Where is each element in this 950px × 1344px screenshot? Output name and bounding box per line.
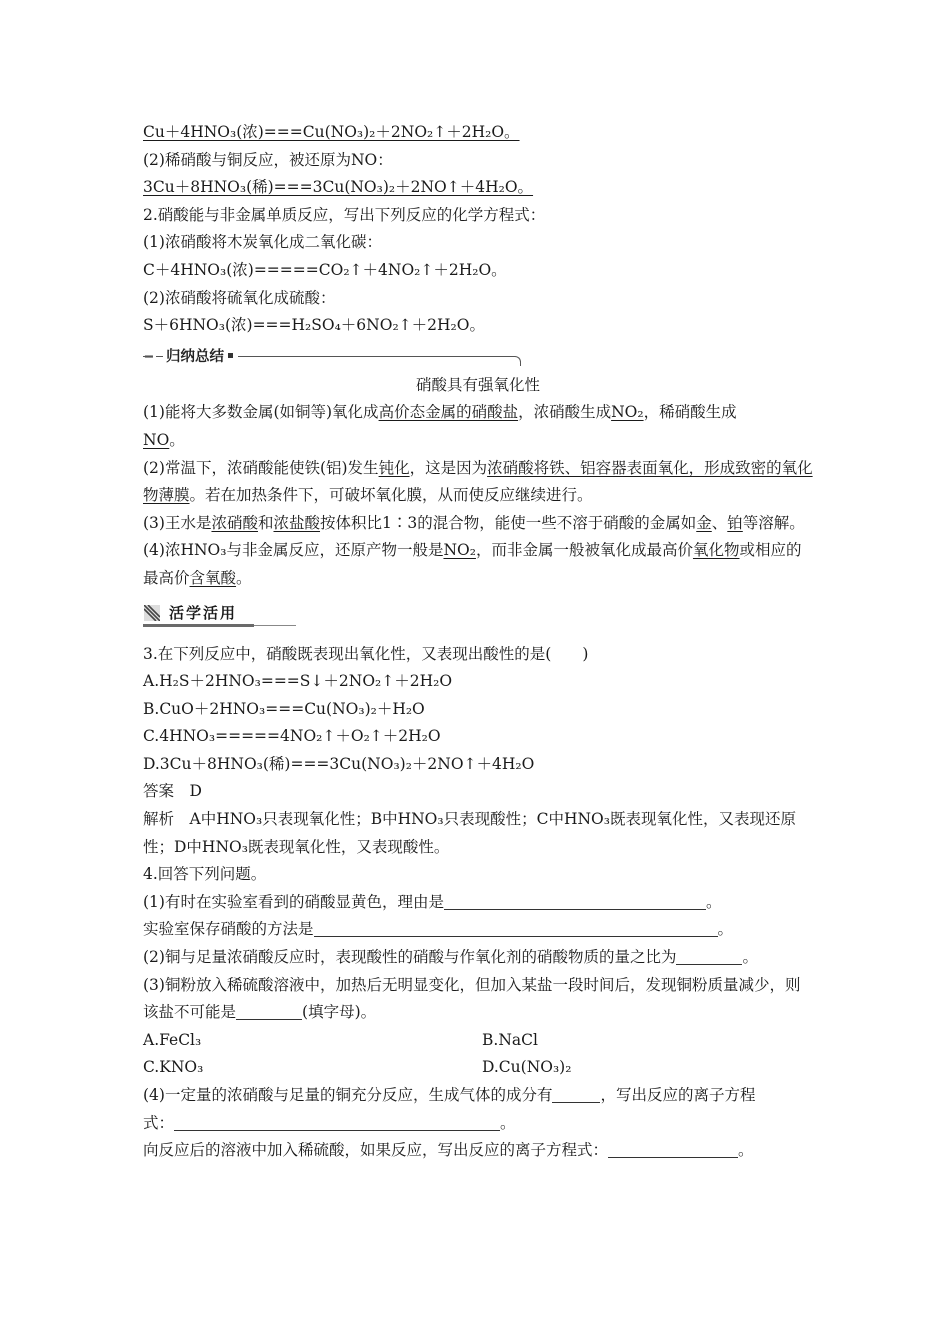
practice-header-rule — [254, 625, 296, 626]
summary-point-1: (1)能将大多数金属(如铜等)氧化成高价态金属的硝酸盐，浓硝酸生成NO₂，稀硝酸生成 — [143, 403, 737, 422]
summary-title: 硝酸具有强氧化性 — [415, 375, 540, 394]
option-b: B.NaCl — [482, 1030, 538, 1049]
answer-blank[interactable] — [552, 1086, 600, 1103]
page-content — [143, 119, 813, 1165]
equation-line: 3Cu＋8HNO₃(稀)===3Cu(NO₃)₂＋2NO↑＋4H₂O。 — [143, 178, 534, 197]
option-b: B.CuO＋2HNO₃===Cu(NO₃)₂＋H₂O — [143, 699, 425, 718]
summary-point-2: (2)常温下，浓硝酸能使铁(铝)发生钝化，这是因为浓硝酸将铁、铝容器表面氧化，形成致密的氧化物薄膜。若在加热条件下，可破坏氧化膜，从而使反应继续进行。 — [143, 458, 813, 505]
question-4-3: (3)铜粉放入稀硫酸溶液中，加热后无明显变化，但加入某盐一段时间后，发现铜粉质量减少，则该盐不可能是 (填字母)。 — [143, 975, 801, 1022]
text-line: (1)浓硝酸将木炭氧化成二氧化碳： — [143, 233, 382, 252]
question-3: 3.在下列反应中，硝酸既表现出氧化性，又表现出酸性的是( ) — [143, 644, 589, 663]
text-line: 2.硝酸能与非金属单质反应，写出下列反应的化学方程式： — [143, 205, 546, 224]
text-line: (2)稀硝酸与铜反应，被还原为NO： — [143, 150, 393, 169]
summary-header-label: 归纳总结 — [163, 346, 238, 368]
question-4: 4.回答下列问题。 — [143, 865, 267, 884]
question-4-3-options-row-2 — [143, 1054, 813, 1082]
dash-icon: ━ — [145, 350, 156, 365]
answer-blank[interactable] — [444, 893, 706, 910]
summary-header — [143, 346, 813, 380]
answer-blank[interactable] — [174, 1114, 500, 1131]
option-a: A.H₂S＋2HNO₃===S↓＋2NO₂↑＋2H₂O — [143, 672, 453, 691]
question-4-3-options-row-1 — [143, 1027, 813, 1055]
answer-blank[interactable] — [676, 948, 742, 965]
question-4-4a: (4)一定量的浓硝酸与足量的铜充分反应，生成气体的成分有 ，写出反应的离子方程 — [143, 1086, 756, 1104]
summary-point-3: (3)王水是浓硝酸和浓盐酸按体积比1∶3的混合物，能使一些不溶于硝酸的金属如金、铂等溶解。 — [143, 513, 805, 532]
practice-header-label: 活学活用 — [169, 603, 238, 622]
question-4-4c: 向反应后的溶液中加入稀硫酸，如果反应，写出反应的离子方程式： 。 — [143, 1141, 754, 1160]
answer-blank[interactable] — [236, 1003, 302, 1020]
option-c: C.KNO₃ — [143, 1058, 204, 1077]
answer-blank[interactable] — [314, 920, 718, 937]
practice-header — [143, 601, 813, 631]
question-4-2: (2)铜与足量浓硝酸反应时，表现酸性的硝酸与作氧化剂的硝酸物质的量之比为 。 — [143, 948, 758, 967]
question-4-1b: 实验室保存硝酸的方法是 。 — [143, 920, 734, 939]
text-line: (2)浓硝酸将硫氧化成硫酸： — [143, 288, 336, 307]
answer-blank[interactable] — [608, 1141, 738, 1158]
equation-line: Cu＋4HNO₃(浓)===Cu(NO₃)₂＋2NO₂↑＋2H₂O。 — [143, 123, 520, 141]
summary-point-1-cont: NO。 — [143, 430, 185, 449]
question-4-1a: (1)有时在实验室看到的硝酸显黄色，理由是 。 — [143, 892, 722, 911]
option-c: C.4HNO₃=====4NO₂↑＋O₂↑＋2H₂O — [143, 727, 441, 746]
analysis: 解析 A中HNO₃只表现氧化性；B中HNO₃只表现酸性；C中HNO₃既表现氧化性，又表现还原性；D中HNO₃既表现氧化性，又表现酸性。 — [143, 810, 796, 856]
option-d: D.3Cu＋8HNO₃(稀)===3Cu(NO₃)₂＋2NO↑＋4H₂O — [143, 754, 535, 773]
diagonal-stripes-icon — [144, 605, 160, 621]
summary-point-4: (4)浓HNO₃与非金属反应，还原产物一般是NO₂，而非金属一般被氧化成最高价氧化物或相应的最高价含氧酸。 — [143, 541, 802, 587]
square-bullet-icon — [228, 353, 233, 358]
option-d: D.Cu(NO₃)₂ — [482, 1058, 572, 1077]
option-a: A.FeCl₃ — [143, 1030, 202, 1049]
practice-header-bar — [143, 624, 254, 627]
equation-line: S＋6HNO₃(浓)===H₂SO₄＋6NO₂↑＋2H₂O。 — [143, 316, 485, 335]
equation-line: C＋4HNO₃(浓)=====CO₂↑＋4NO₂↑＋2H₂O。 — [143, 260, 507, 279]
answer: 答案 D — [143, 782, 202, 801]
question-4-4b: 式： 。 — [143, 1113, 516, 1132]
